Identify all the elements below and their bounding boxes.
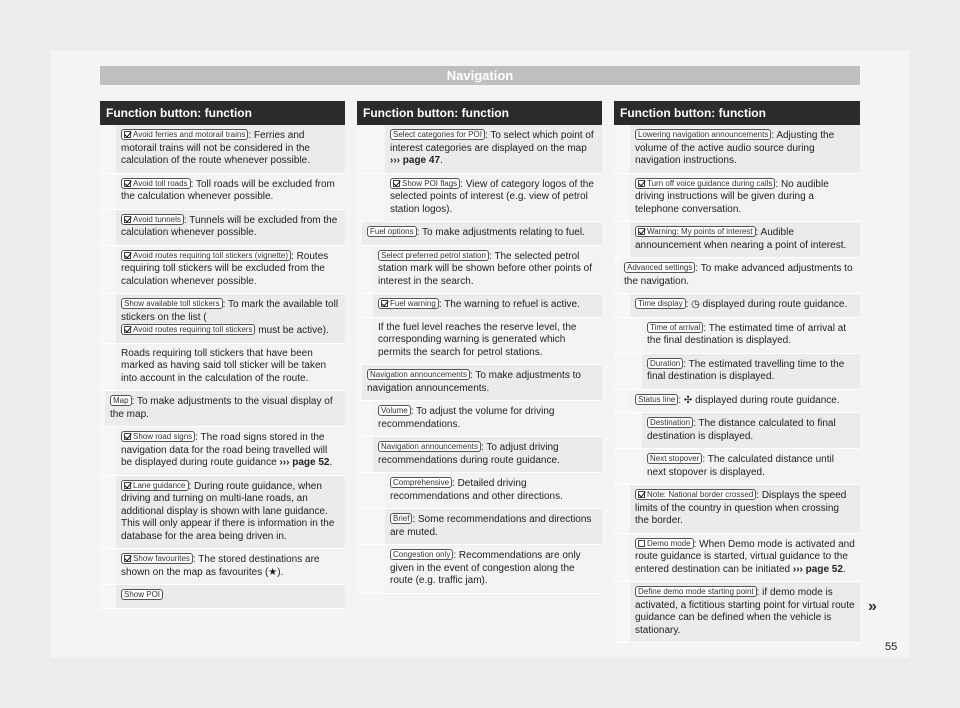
row-text: [378, 250, 597, 289]
indent-gutter: [100, 476, 116, 549]
checkbox-checked-icon: [124, 433, 131, 440]
description-text: : ◷ displayed during route guidance.: [685, 299, 848, 310]
rows: [614, 125, 860, 643]
function-button-label: Show available toll stickers: [124, 299, 220, 308]
indent-gutter: [100, 344, 116, 391]
indent-gutter: [614, 449, 642, 484]
page-number: 55: [885, 641, 898, 653]
function-button-label: Demo mode: [647, 538, 691, 548]
table-row: [357, 509, 602, 545]
checkbox-checked-icon: [638, 180, 645, 187]
indent-gutter: [100, 294, 116, 343]
table-row: [100, 391, 345, 427]
row-text: [635, 538, 855, 577]
indent-gutter: [100, 549, 116, 584]
checkbox-checked-icon: [124, 482, 131, 489]
function-button[interactable]: [390, 513, 412, 524]
function-button[interactable]: [121, 214, 184, 225]
row-text: [635, 298, 855, 312]
function-button-label: Lane guidance: [133, 480, 186, 490]
function-button-label: Avoid tunnels: [133, 214, 181, 224]
row-text: [367, 369, 597, 395]
function-button-label: Map: [113, 396, 129, 405]
description-text: : When Demo mode is activated and route guidance is started, virtual guidance to the entered destination can be initiated: [635, 538, 855, 575]
description-text: : Recommendations are only given in the event of congestion along the route (e.g. traffic jam).: [390, 550, 581, 586]
indent-gutter: [357, 246, 373, 294]
indent-gutter: [357, 473, 385, 508]
description-text: .: [329, 457, 333, 468]
table-row: [100, 585, 345, 609]
function-button[interactable]: [121, 431, 195, 442]
function-button-label: Warning: My points of interest: [647, 227, 753, 236]
description-text: : ✣ displayed during route guidance.: [678, 394, 840, 406]
table-row: [614, 174, 860, 223]
indent-gutter: [614, 258, 619, 293]
indent-gutter: [614, 582, 630, 642]
checkbox-checked-icon: [124, 131, 131, 138]
function-button[interactable]: [121, 589, 163, 600]
column-title: Function button: function: [357, 101, 602, 125]
function-button-label: Next stopover: [650, 454, 700, 463]
description-text: : To make advanced adjustments to the navigation.: [624, 263, 853, 287]
function-button-label: Destination: [650, 418, 691, 427]
description-text: : Routes requiring toll stickers will be excluded from the calculation whenever possible.: [121, 250, 329, 287]
row-text: [635, 394, 855, 408]
description-text: : The distance calculated to final destination is displayed.: [647, 418, 836, 442]
table-row: [100, 246, 345, 295]
function-button-label: Volume: [381, 406, 408, 415]
indent-gutter: [614, 294, 630, 317]
function-button[interactable]: [390, 129, 485, 140]
function-button-label: Turn off voice guidance during calls: [647, 178, 773, 188]
indent-gutter: [100, 210, 116, 245]
table-row: [100, 427, 345, 476]
function-button[interactable]: [635, 489, 756, 500]
table-row: [614, 485, 860, 534]
description-text: .: [842, 563, 846, 575]
function-button-label: Avoid routes requiring toll stickers: [133, 325, 253, 334]
table-row: [357, 437, 602, 473]
checkbox-checked-icon: [124, 252, 131, 259]
row-text: [647, 417, 855, 443]
table-row: [614, 449, 860, 485]
checkbox-empty-icon: [638, 540, 645, 547]
description-text: : The calculated distance until next stopover is displayed.: [647, 454, 834, 478]
indent-gutter: [357, 125, 385, 173]
function-button[interactable]: [390, 178, 460, 189]
column-title: Function button: function: [100, 101, 345, 125]
function-button[interactable]: [390, 549, 453, 560]
indent-gutter: [357, 509, 385, 544]
column-3: [614, 101, 860, 643]
function-button-label: Avoid ferries and motorail trains: [133, 130, 246, 139]
page-reference-link[interactable]: ››› page 52: [279, 457, 330, 468]
indent-gutter: [357, 545, 385, 593]
function-button[interactable]: [378, 405, 411, 416]
table-row: [614, 318, 860, 354]
description-text: : The estimated travelling time to the final destination is displayed.: [647, 358, 845, 382]
indent-gutter: [614, 222, 630, 257]
indent-gutter: [357, 365, 362, 400]
row-text: [121, 298, 340, 338]
row-text: [647, 358, 855, 384]
table-row: [100, 344, 345, 392]
description-text: must be active).: [255, 325, 329, 336]
function-button-label: Duration: [650, 358, 681, 368]
row-text: [121, 431, 340, 470]
checkbox-checked-icon: [124, 216, 131, 223]
function-button-label: Show POI flags: [402, 178, 458, 188]
table-row: [357, 401, 602, 437]
function-button[interactable]: [624, 262, 695, 273]
indent-gutter: [357, 294, 373, 317]
description-text: : Displays the speed limits of the country in question when crossing the border.: [635, 490, 847, 526]
row-text: [121, 250, 340, 289]
page-reference-link[interactable]: ››› page 52: [792, 563, 843, 575]
row-text: [635, 226, 855, 252]
description-text: : During route guidance, when driving and turning on multi-lane roads, an additional display is shown with lane guidance. This will only appear if there is information in the database for the area being driven in.: [121, 480, 335, 542]
indent-gutter: [357, 401, 373, 436]
row-text: [121, 553, 340, 579]
table-row: [100, 294, 345, 344]
description-text: : Some recommendations and directions are muted.: [390, 514, 592, 538]
checkbox-checked-icon: [638, 491, 645, 498]
function-button-label: Avoid routes requiring toll stickers (vignette): [133, 250, 289, 260]
table-row: [614, 354, 860, 390]
function-button[interactable]: [121, 553, 193, 564]
indent-gutter: [614, 125, 630, 173]
description-text: : Toll roads will be excluded from the calculation whenever possible.: [121, 178, 335, 202]
function-button[interactable]: [121, 298, 223, 309]
row-text: [121, 589, 340, 603]
function-button[interactable]: [647, 358, 683, 369]
function-button[interactable]: [378, 441, 481, 452]
description-text: : To select which point of interest categories are displayed on the map: [390, 130, 594, 154]
indent-gutter: [614, 534, 630, 582]
description-text: : The warning to refuel is active.: [438, 299, 580, 310]
table-row: [357, 174, 602, 223]
table-row: [357, 246, 602, 295]
description-text: : The estimated time of arrival at the final destination is displayed.: [647, 322, 847, 346]
function-button[interactable]: [635, 538, 694, 549]
function-button[interactable]: [378, 298, 439, 309]
description-text: : Audible announcement when nearing a point of interest.: [635, 227, 847, 251]
description-text: : To make adjustments relating to fuel.: [416, 227, 585, 238]
function-button-label: Status line: [638, 394, 676, 404]
table-row: [614, 534, 860, 583]
row-text: [635, 586, 855, 637]
description-text: : if demo mode is activated, a fictitious starting point for virtual route guidance can be defined when the vehicle is stationary.: [635, 587, 855, 636]
checkbox-checked-icon: [124, 180, 131, 187]
table-row: [614, 390, 860, 414]
function-button-label: Avoid toll roads: [133, 178, 188, 188]
table-row: [100, 125, 345, 174]
function-button[interactable]: [121, 129, 248, 140]
row-text: [121, 348, 340, 386]
indent-gutter: [357, 318, 373, 365]
checkbox-checked-icon: [393, 180, 400, 187]
row-text: [390, 513, 597, 539]
function-button[interactable]: [110, 395, 132, 406]
checkbox-checked-icon: [124, 326, 131, 333]
row-text: [110, 395, 340, 421]
indent-gutter: [357, 174, 385, 222]
checkbox-checked-icon: [638, 228, 645, 235]
function-button-label: Show road signs: [133, 432, 193, 441]
indent-gutter: [614, 390, 630, 413]
function-button-label: Time display: [638, 299, 683, 308]
function-button-label: Comprehensive: [393, 478, 450, 487]
row-text: [121, 178, 340, 204]
row-text: [390, 549, 597, 588]
table-row: [614, 294, 860, 318]
description-text: : Ferries and motorail trains will not be considered in the calculation of the route whenever possible.: [121, 130, 311, 166]
description-text: : To make adjustments to navigation announcements.: [367, 370, 581, 394]
description-text: : View of category logos of the selected points of interest (e.g. view of petrol station logos).: [390, 178, 594, 215]
description-text: : Detailed driving recommendations and other directions.: [390, 478, 563, 502]
page-reference-link[interactable]: ››› page 47: [390, 155, 441, 166]
row-text: [635, 489, 855, 528]
table-row: [100, 174, 345, 210]
table-row: [100, 210, 345, 246]
function-button-label: Advanced settings: [627, 263, 693, 272]
indent-gutter: [100, 125, 116, 173]
table-row: [614, 222, 860, 258]
function-button[interactable]: [121, 480, 189, 491]
row-text: [624, 262, 855, 288]
row-text: [378, 405, 597, 431]
indent-gutter: [357, 437, 373, 472]
table-row: [357, 545, 602, 594]
table-row: [357, 222, 602, 246]
row-text: [390, 178, 597, 217]
description-text: Roads requiring toll stickers that have been marked as having said toll sticker will be taken into account in the calculation of the route.: [121, 347, 327, 384]
indent-gutter: [100, 174, 116, 209]
indent-gutter: [614, 485, 630, 533]
description-text: : The selected petrol station mark will be shown before other points of interest in the search.: [378, 250, 592, 287]
function-button-label: Lowering navigation announcements: [638, 130, 769, 139]
row-text: [378, 322, 597, 360]
row-text: [378, 298, 597, 312]
function-button-label: Define demo mode starting point: [638, 587, 754, 596]
description-text: : To adjust the volume for driving recommendations.: [378, 406, 555, 430]
function-button[interactable]: [367, 369, 470, 380]
section-header: Navigation: [100, 66, 860, 85]
table-row: [614, 125, 860, 174]
row-text: [121, 214, 340, 240]
function-button-label: Select preferred petrol station: [381, 250, 486, 260]
row-text: [390, 129, 597, 168]
column-2: [357, 101, 602, 594]
function-button-label: Show POI: [124, 590, 161, 599]
row-text: [647, 322, 855, 348]
function-button[interactable]: [635, 129, 771, 140]
table-row: [614, 413, 860, 449]
description-text: .: [440, 155, 443, 166]
function-button-label: Time of arrival: [650, 322, 701, 332]
indent-gutter: [100, 246, 116, 294]
function-button[interactable]: [647, 453, 702, 464]
row-text: [635, 178, 855, 217]
rows: [100, 125, 345, 609]
row-text: [647, 453, 855, 479]
function-button[interactable]: [378, 250, 489, 261]
description-text: : To adjust driving recommendations during route guidance.: [378, 442, 560, 466]
function-button-label: Show favourites: [133, 554, 190, 563]
indent-gutter: [614, 174, 630, 222]
checkbox-checked-icon: [124, 555, 131, 562]
column-1: [100, 101, 345, 609]
table-row: [357, 294, 602, 318]
table-row: [357, 365, 602, 401]
indent-gutter: [100, 391, 105, 426]
description-text: : To mark the available toll stickers on the list (: [121, 299, 339, 323]
table-row: [357, 318, 602, 366]
description-text: : To make adjustments to the visual display of the map.: [110, 396, 333, 420]
table-row: [100, 476, 345, 550]
rows: [357, 125, 602, 594]
row-text: [390, 477, 597, 503]
indent-gutter: [614, 413, 642, 448]
row-text: [635, 129, 855, 168]
table-row: [614, 258, 860, 294]
function-button[interactable]: [367, 226, 417, 237]
table-row: [357, 125, 602, 174]
description-text: If the fuel level reaches the reserve level, the corresponding warning is generated which permits the search for petrol stations.: [378, 321, 577, 358]
continue-arrow-icon: »: [868, 598, 877, 615]
function-button[interactable]: [647, 417, 693, 428]
function-button-label: Fuel warning: [390, 299, 436, 308]
column-title: Function button: function: [614, 101, 860, 125]
function-button[interactable]: [635, 394, 678, 405]
indent-gutter: [614, 354, 642, 389]
row-text: [367, 226, 597, 240]
description-text: : No audible driving instructions will be given during a telephone conversation.: [635, 178, 829, 215]
function-button-label: Navigation announcements: [381, 442, 478, 451]
indent-gutter: [357, 222, 362, 245]
function-button[interactable]: [635, 298, 686, 309]
function-button[interactable]: [635, 586, 757, 597]
indent-gutter: [100, 585, 116, 608]
function-button-label: Congestion only: [393, 550, 451, 559]
description-text: : Adjusting the volume of the active audio source during navigation instructions.: [635, 130, 835, 166]
row-text: [378, 441, 597, 467]
function-button-label: Note: National border crossed: [647, 490, 754, 499]
table-row: [100, 549, 345, 585]
function-button[interactable]: [390, 477, 452, 488]
row-text: [121, 480, 340, 544]
description-text: : Tunnels will be excluded from the calculation whenever possible.: [121, 214, 338, 238]
description-text: : The stored destinations are shown on the map as favourites (★).: [121, 554, 320, 578]
indent-gutter: [614, 318, 642, 353]
function-button[interactable]: [121, 178, 191, 189]
function-button[interactable]: [635, 226, 756, 237]
function-button[interactable]: [647, 322, 703, 333]
row-text: [121, 129, 340, 168]
function-button[interactable]: [635, 178, 775, 189]
function-button-label: Fuel options: [370, 227, 414, 236]
function-button[interactable]: [121, 324, 255, 335]
function-button-label: Brief: [393, 514, 410, 523]
checkbox-checked-icon: [381, 300, 388, 307]
description-text: : The road signs stored in the navigation data for the road being travelled will be displayed during route guidance: [121, 432, 328, 468]
function-button-label: Select categories for POI: [393, 130, 482, 139]
function-button-label: Navigation announcements: [370, 370, 467, 379]
table-row: [614, 582, 860, 643]
indent-gutter: [100, 427, 116, 475]
table-row: [357, 473, 602, 509]
function-button[interactable]: [121, 250, 291, 261]
